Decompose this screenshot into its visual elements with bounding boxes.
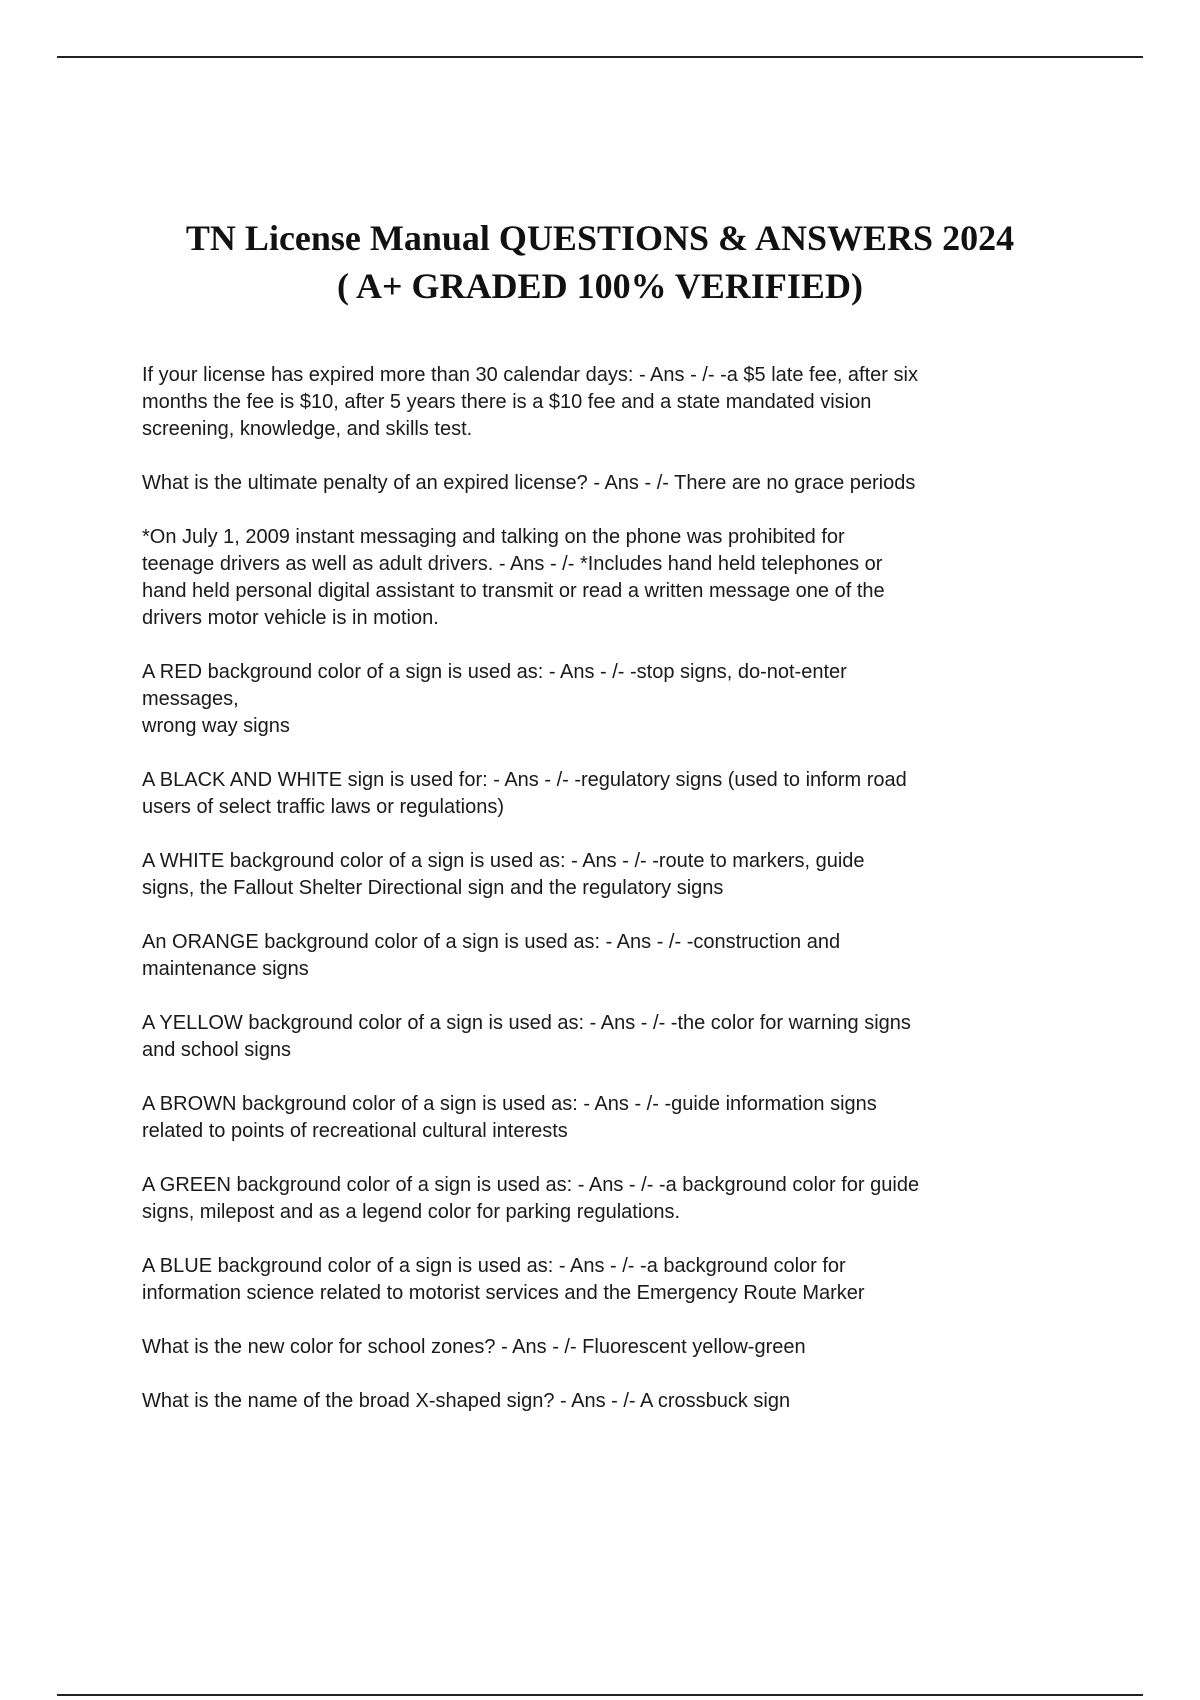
qa-item <box>142 1091 1072 1145</box>
qa-line: *On July 1, 2009 instant messaging and talking on the phone was prohibited for <box>142 526 845 548</box>
qa-line: A YELLOW background color of a sign is used as: - Ans - /- -the color for warning signs <box>142 1012 911 1034</box>
qa-line: related to points of recreational cultural interests <box>142 1120 568 1142</box>
qa-item <box>142 767 1072 821</box>
qa-line: months the fee is $10, after 5 years there is a $10 fee and a state mandated vision <box>142 391 872 413</box>
qa-item <box>142 659 1072 740</box>
qa-item <box>142 524 1072 632</box>
qa-line: If your license has expired more than 30 calendar days: - Ans - /- -a $5 late fee, after six <box>142 364 918 386</box>
title-line-1: TN License Manual QUESTIONS & ANSWERS 2024 <box>185 218 1015 258</box>
document-title <box>100 214 1100 310</box>
qa-line: A BLACK AND WHITE sign is used for: - Ans - /- -regulatory signs (used to inform road <box>142 769 907 791</box>
qa-line: A GREEN background color of a sign is used as: - Ans - /- -a background color for guide <box>142 1174 920 1196</box>
qa-line: wrong way signs <box>142 715 290 737</box>
qa-line: messages, <box>142 688 239 710</box>
qa-line: A RED background color of a sign is used as: - Ans - /- -stop signs, do-not-enter <box>142 661 847 683</box>
qa-list <box>142 362 1072 1442</box>
qa-item <box>142 1388 1072 1415</box>
qa-line: An ORANGE background color of a sign is used as: - Ans - /- -construction and <box>142 931 841 953</box>
qa-line: and school signs <box>142 1039 291 1061</box>
title-line-2: ( A+ GRADED 100% VERIFIED) <box>337 266 863 306</box>
qa-line: What is the name of the broad X-shaped sign? - Ans - /- A crossbuck sign <box>142 1390 791 1412</box>
qa-line: What is the new color for school zones? - Ans - /- Fluorescent yellow-green <box>142 1336 806 1358</box>
qa-line: maintenance signs <box>142 958 309 980</box>
qa-item <box>142 848 1072 902</box>
qa-item <box>142 1253 1072 1307</box>
bottom-rule <box>57 1694 1143 1696</box>
qa-item <box>142 929 1072 983</box>
qa-line: information science related to motorist services and the Emergency Route Marker <box>142 1282 865 1304</box>
qa-line: hand held personal digital assistant to transmit or read a written message one of the <box>142 580 885 602</box>
qa-line: teenage drivers as well as adult drivers. - Ans - /- *Includes hand held telephones or <box>142 553 883 575</box>
qa-item <box>142 1334 1072 1361</box>
qa-item <box>142 470 1072 497</box>
qa-line: A WHITE background color of a sign is used as: - Ans - /- -route to markers, guide <box>142 850 865 872</box>
qa-item <box>142 1010 1072 1064</box>
qa-line: signs, the Fallout Shelter Directional sign and the regulatory signs <box>142 877 724 899</box>
top-rule <box>57 56 1143 58</box>
qa-line: A BLUE background color of a sign is used as: - Ans - /- -a background color for <box>142 1255 846 1277</box>
qa-line: signs, milepost and as a legend color for parking regulations. <box>142 1201 681 1223</box>
qa-line: A BROWN background color of a sign is used as: - Ans - /- -guide information signs <box>142 1093 877 1115</box>
qa-line: users of select traffic laws or regulations) <box>142 796 505 818</box>
qa-line: drivers motor vehicle is in motion. <box>142 607 439 629</box>
qa-item <box>142 1172 1072 1226</box>
qa-line: What is the ultimate penalty of an expired license? - Ans - /- There are no grace periods <box>142 472 916 494</box>
qa-line: screening, knowledge, and skills test. <box>142 418 473 440</box>
qa-item <box>142 362 1072 443</box>
